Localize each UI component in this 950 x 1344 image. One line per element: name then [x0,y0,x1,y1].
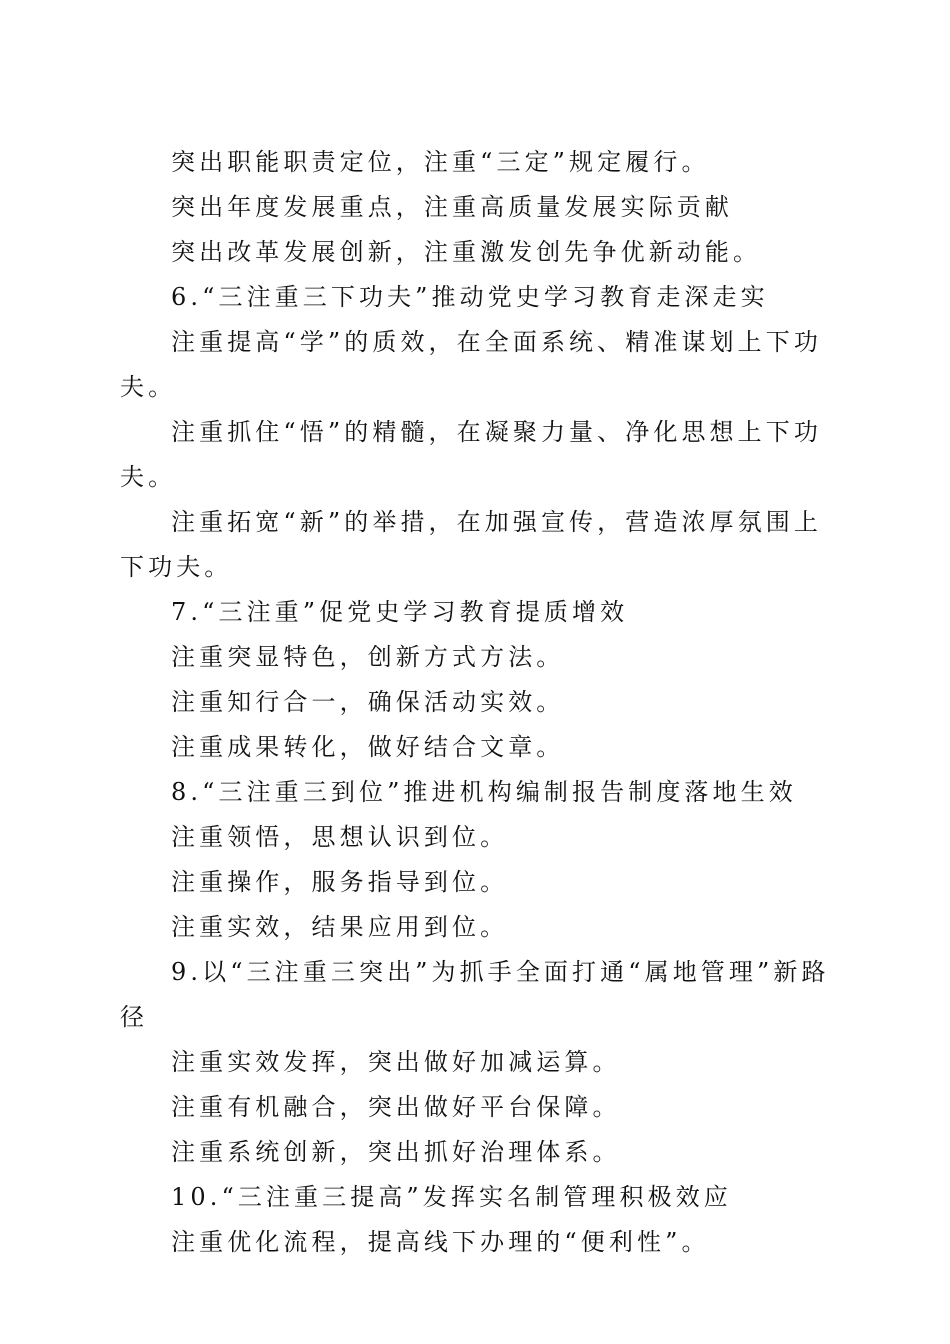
paragraph: 突出改革发展创新，注重激发创先争优新动能。 [171,238,762,266]
paragraph: 注重知行合一，确保活动实效。 [171,688,565,716]
section-heading-7: 7.“三注重”促党史学习教育提质增效 [171,598,629,626]
paragraph: 突出职能职责定位，注重“三定”规定履行。 [171,148,710,176]
paragraph: 注重突显特色，创新方式方法。 [171,643,565,671]
paragraph: 注重拓宽“新”的举措，在加强宣传，营造浓厚氛围上下功夫。 [120,508,822,581]
paragraph: 注重优化流程，提高线下办理的“便利性”。 [171,1228,710,1256]
paragraph: 注重操作，服务指导到位。 [171,868,509,896]
section-heading-10: 10.“三注重三提高”发挥实名制管理积极效应 [171,1183,732,1211]
paragraph: 注重成果转化，做好结合文章。 [171,733,565,761]
paragraph: 突出年度发展重点，注重高质量发展实际贡献 [171,193,733,221]
paragraph: 注重领悟，思想认识到位。 [171,823,509,851]
section-heading-9: 9.以“三注重三突出”为抓手全面打通“属地管理”新路径 [120,958,830,1031]
paragraph: 注重有机融合，突出做好平台保障。 [171,1093,621,1121]
paragraph: 注重提高“学”的质效，在全面系统、精准谋划上下功夫。 [120,328,822,401]
paragraph: 注重实效发挥，突出做好加减运算。 [171,1048,621,1076]
section-heading-6: 6.“三注重三下功夫”推动党史学习教育走深走实 [171,283,769,311]
paragraph: 注重抓住“悟”的精髓，在凝聚力量、净化思想上下功夫。 [120,418,822,491]
section-heading-8: 8.“三注重三到位”推进机构编制报告制度落地生效 [171,778,797,806]
paragraph: 注重系统创新，突出抓好治理体系。 [171,1138,621,1166]
paragraph: 注重实效，结果应用到位。 [171,913,509,941]
document-body [120,140,830,1265]
